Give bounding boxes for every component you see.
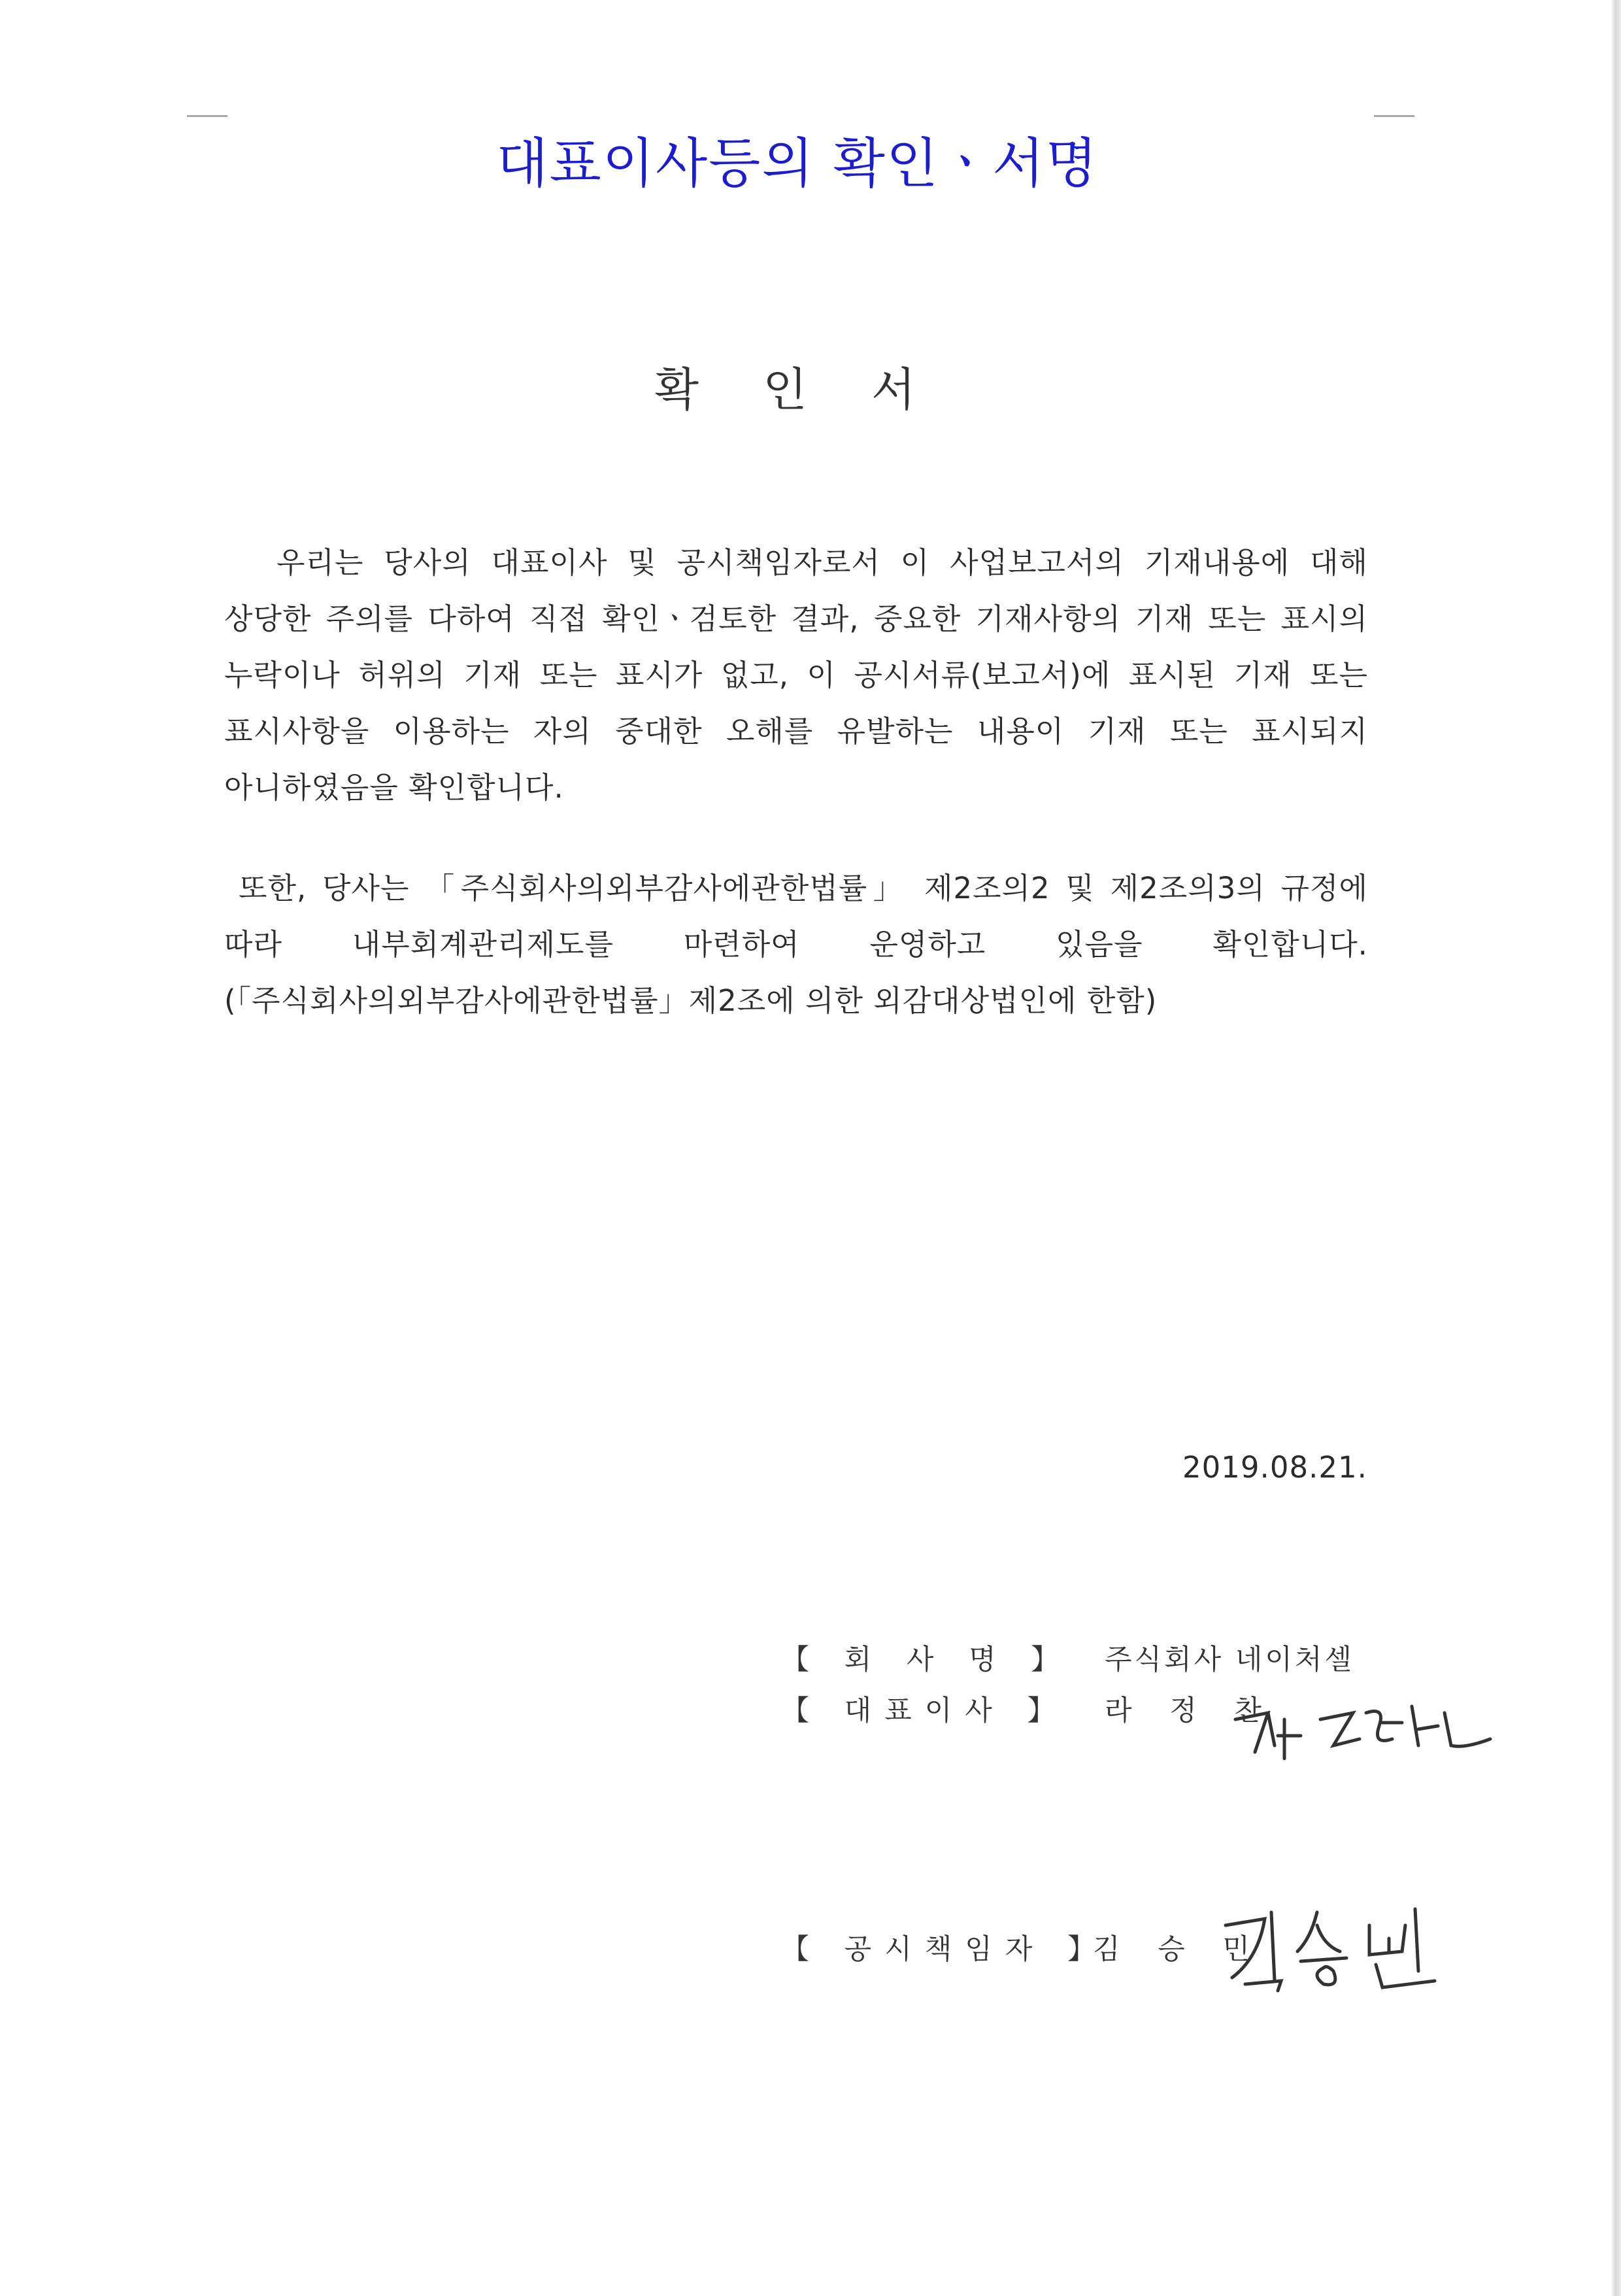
internal-control-paragraph: 또한, 당사는 「주식회사의외부감사에관한법률」 제2조의2 및 제2조의3의 규정에 따라 내부회계관리제도를 마련하여 운영하고 있음을 확인합니다.(「주식회사의외부감사에관한법률」제2조에 의한 외감대상법인에 한함) (224, 871, 1368, 1018)
disclosure-officer-label: 【 공시책임자 】 (781, 1933, 1109, 1966)
company-name-value: 주식회사 네이처셀 (1105, 1644, 1354, 1676)
document-title: 확 인 서 (654, 363, 941, 416)
confirmation-paragraph: 우리는 당사의 대표이사 및 공시책임자로서 이 사업보고서의 기재내용에 대해 상당한 주의를 다하여 직접 확인ㆍ검토한 결과, 중요한 기재사항의 기재 또는 표시의 누락이나 허위의 기재 또는 표시가 없고, 이 공시서류(보고서)에 표시된 기재 또는 표시사항을 이용하는 자의 중대한 오해를 유발하는 내용이 기재 또는 표시되지 아니하였음을 확인합니다. (224, 545, 1368, 805)
main-title: 대표이사등의 확인ㆍ서명 (496, 133, 1099, 195)
scan-edge (1612, 0, 1621, 2296)
ceo-name-value: 라 정 찬 (1105, 1695, 1276, 1727)
left-margin-mark (187, 115, 227, 117)
ceo-label: 【 대표이사 】 (781, 1695, 1069, 1727)
officer-handwritten-signature (1219, 1899, 1454, 1997)
disclosure-officer-name-value: 김 승 민 (1093, 1933, 1264, 1966)
document-date: 2019.08.21. (1182, 1450, 1367, 1485)
ceo-handwritten-signature (1229, 1674, 1503, 1772)
right-margin-mark (1374, 115, 1414, 117)
company-name-label: 【 회 사 명 】 (781, 1644, 1073, 1676)
